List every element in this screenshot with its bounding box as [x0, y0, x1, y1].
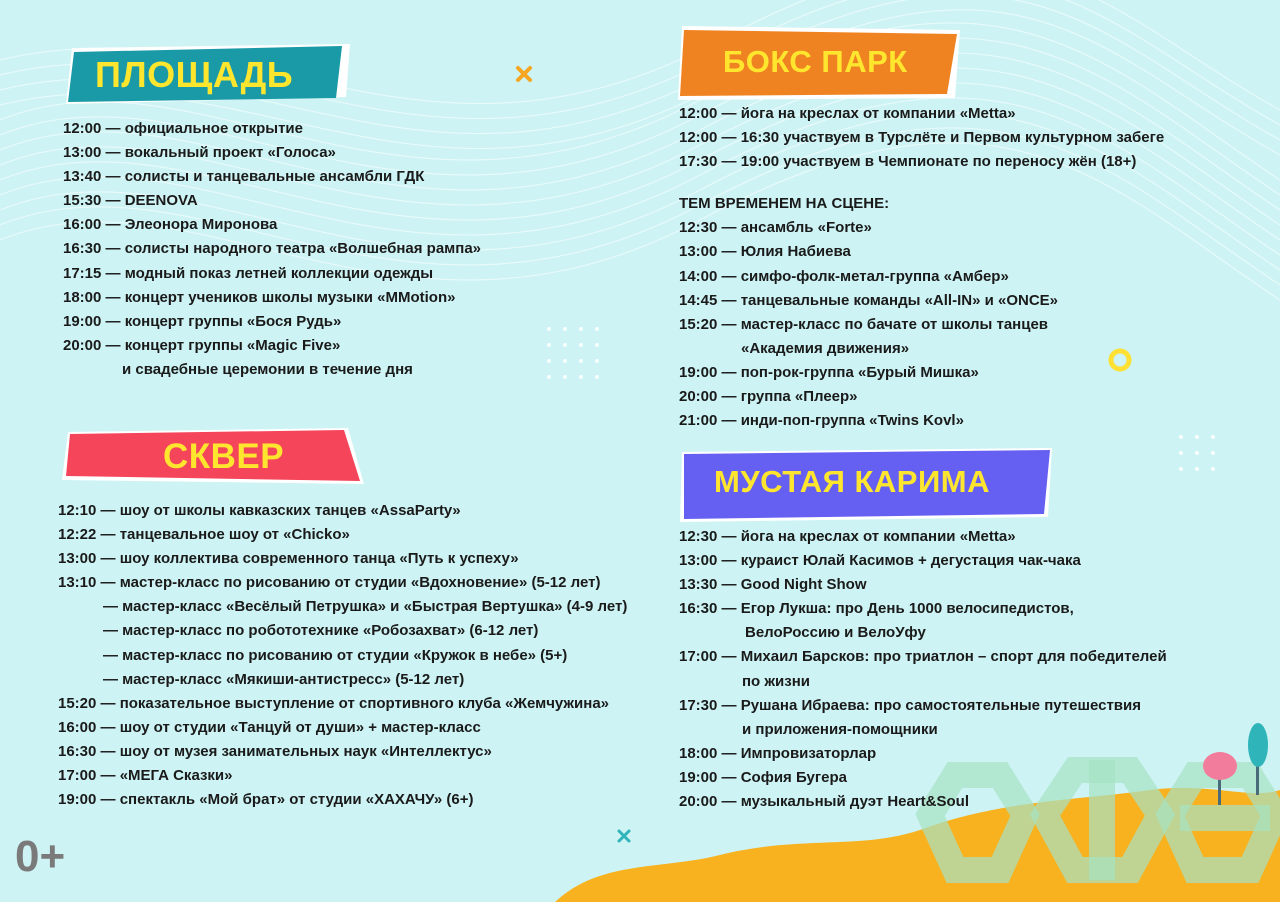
schedule-line: 13:00 — Юлия Набиева [679, 243, 851, 261]
schedule-line: 21:00 — инди-поп-группа «Twins Kovl» [679, 412, 964, 430]
section-title-boks-park: БОКС ПАРК [723, 44, 908, 79]
schedule-line: 15:20 — показательное выступление от спортивного клуба «Жемчужина» [58, 694, 610, 712]
schedule-line: 13:40 — солисты и танцевальные ансамбли ГДК [63, 168, 425, 186]
schedule-line: 17:30 — Рушана Ибраева: про самостоятельные путешествия [679, 696, 1141, 714]
schedule-line: 14:45 — танцевальные команды «All-IN» и «ONCE» [679, 291, 1059, 309]
schedule-line: 19:00 — София Бугера [679, 768, 847, 786]
schedule-line: — мастер-класс «Мякиши-антистресс» (5-12 лет) [103, 670, 465, 688]
schedule-line: — мастер-класс «Весёлый Петрушка» и «Быстрая Вертушка» (4-9 лет) [103, 598, 628, 616]
schedule-line: 17:00 — Михаил Барсков: про триатлон – спорт для победителей [679, 648, 1167, 666]
schedule-mustai-karim [679, 525, 1167, 814]
schedule-line: 16:30 — Егор Лукша: про День 1000 велосипедистов, [679, 600, 1074, 618]
section-title-mustai-karim: МУСТАЯ КАРИМА [714, 464, 990, 499]
schedule-line: 12:30 — ансамбль «Forte» [679, 219, 872, 237]
age-rating: 0+ [15, 832, 66, 881]
schedule-line: 18:00 — концерт учеников школы музыки «MMotion» [63, 288, 456, 306]
schedule-line: 13:00 — шоу коллектива современного танца «Путь к успеху» [58, 550, 519, 568]
schedule-line: 20:00 — группа «Плеер» [679, 388, 858, 406]
schedule-line: 15:30 — DEENOVA [63, 192, 198, 210]
schedule-boks-park [679, 102, 1164, 433]
schedule-line: 16:30 — шоу от музея занимательных наук «Интеллектус» [58, 742, 492, 760]
schedule-line: 12:00 — йога на креслах от компании «Metta» [679, 105, 1016, 122]
schedule-line: 17:30 — 19:00 участвуем в Чемпионате по переносу жён (18+) [679, 153, 1137, 171]
schedule-line: ВелоРоссию и ВелоУфу [745, 624, 926, 642]
schedule-skver [58, 499, 627, 812]
schedule-line: 20:00 — музыкальный дуэт Heart&Soul [679, 793, 969, 811]
schedule-line: 16:00 — Элеонора Миронова [63, 216, 278, 234]
schedule-line: 12:30 — йога на креслах от компании «Metta» [679, 528, 1016, 545]
schedule-line: 15:20 — мастер-класс по бачате от школы танцев [679, 315, 1049, 333]
schedule-line: 19:00 — поп-рок-группа «Бурый Мишка» [679, 363, 979, 381]
dot-grid-icon [547, 327, 599, 379]
schedule-line: по жизни [742, 672, 810, 690]
schedule-line: 12:22 — танцевальное шоу от «Chicko» [58, 526, 350, 544]
schedule-line: 12:00 — официальное открытие [63, 120, 303, 137]
schedule-line: 12:10 — шоу от школы кавказских танцев «AssaParty» [58, 502, 461, 519]
schedule-line: 17:15 — модный показ летней коллекции одежды [63, 264, 434, 282]
schedule-line: 17:00 — «МЕГА Сказки» [58, 767, 233, 785]
schedule-line: 13:10 — мастер-класс по рисованию от студии «Вдохновение» (5-12 лет) [58, 574, 601, 592]
cross-icon [518, 68, 530, 80]
schedule-line: «Академия движения» [741, 339, 910, 357]
schedule-line: 12:00 — 16:30 участвуем в Турслёте и Первом культурном забеге [679, 129, 1165, 147]
schedule-line: и свадебные церемонии в течение дня [122, 360, 413, 378]
schedule-line: 13:00 — кураист Юлай Касимов + дегустация чак-чака [679, 552, 1081, 570]
schedule-line: 20:00 — концерт группы «Magic Five» [63, 336, 341, 354]
schedule-line: — мастер-класс по рисованию от студии «Кружок в небе» (5+) [103, 646, 568, 664]
cross-icon [619, 831, 629, 841]
schedule-line: 13:30 — Good Night Show [679, 576, 867, 594]
dot-grid-icon [1179, 435, 1215, 471]
section-title-ploshchad: ПЛОЩАДЬ [95, 54, 294, 95]
schedule-ploshchad [63, 117, 481, 382]
scene-heading: ТЕМ ВРЕМЕНЕМ НА СЦЕНЕ: [679, 195, 890, 213]
schedule-line: 16:00 — шоу от студии «Танцуй от души» + мастер-класс [58, 718, 481, 736]
schedule-line: 13:00 — вокальный проект «Голоса» [63, 144, 336, 162]
schedule-line: 18:00 — Импровизаторлар [679, 744, 877, 762]
schedule-line: — мастер-класс по робототехнике «Робозахват» (6-12 лет) [103, 622, 539, 640]
schedule-line: 19:00 — спектакль «Мой брат» от студии «ХАХАЧУ» (6+) [58, 791, 474, 809]
schedule-line: 19:00 — концерт группы «Бося Рудь» [63, 312, 342, 330]
schedule-line: 16:30 — солисты народного театра «Волшебная рампа» [63, 240, 482, 258]
schedule-line: и приложения-помощники [742, 720, 938, 738]
section-title-skver: СКВЕР [163, 437, 285, 476]
schedule-line: 14:00 — симфо-фолк-метал-группа «Амбер» [679, 267, 1009, 285]
